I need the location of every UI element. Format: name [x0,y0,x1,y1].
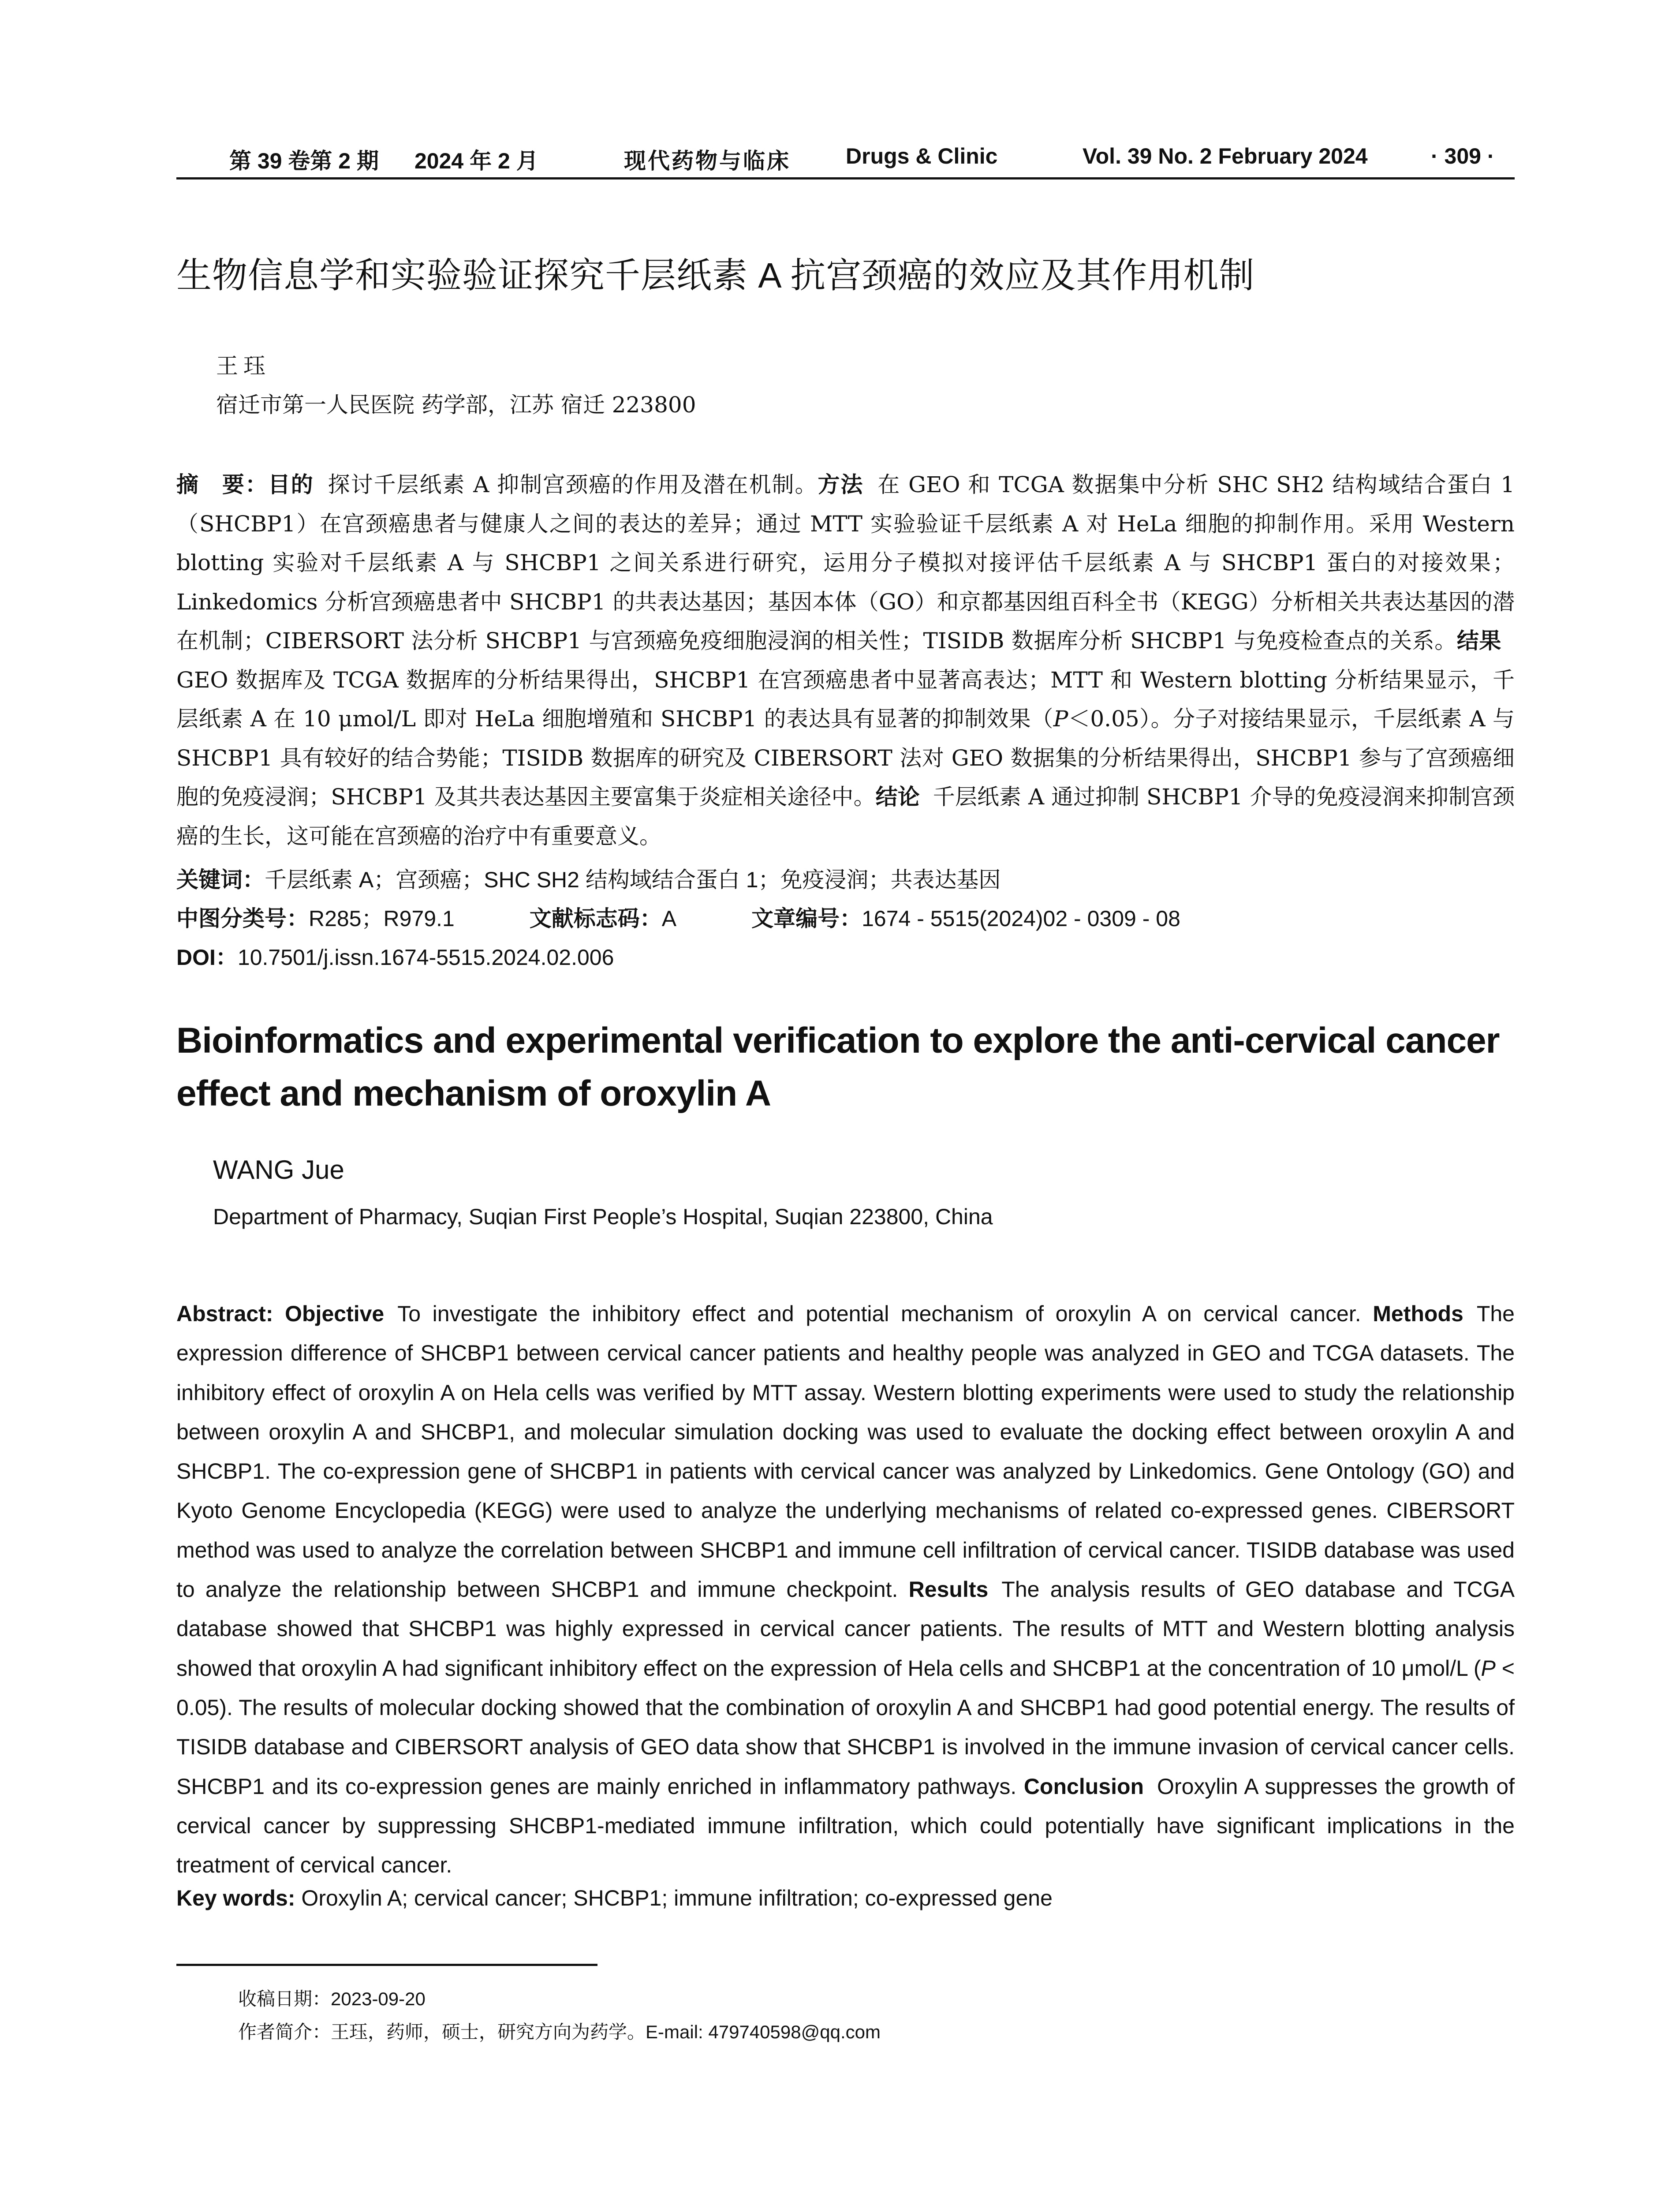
cn-doc-code-label: 文献标志码： [529,906,662,931]
cn-abstract-label: 摘 要： [176,472,268,497]
en-abstract [176,1294,1515,1885]
running-header [0,0,1680,185]
cn-doc-code-value: A [661,906,677,931]
cn-conclusion-text: 千层纸素 A 通过抑制 SHCBP1 介导的免疫浸润来抑制宫颈癌的生长，这可能在宫颈癌的治疗中有重要意义。 [176,784,1515,849]
cn-objective-text: 探讨千层纸素 A 抑制宫颈癌的作用及潜在机制。 [327,472,818,497]
cn-keywords-text: 千层纸素 A；宫颈癌；SHC SH2 结构域结合蛋白 1；免疫浸润；共表达基因 [265,867,1001,892]
cn-keywords [176,862,1001,894]
en-conclusion-label: Conclusion [1023,1774,1144,1799]
footnote-received-label: 收稿日期： [238,1988,331,2009]
en-results-text-2: < 0.05). The results of molecular docking showed that the combination of oroxylin A and SHCBP1 had good potential energy. The results of TISIDB database and CIBERSORT analysis of GEO data show that SHCBP1 is involved in the immune invasion of cervical cancer cells. SHCBP1 and its co-expression genes are mainly enriched in inflammatory pathways. [176,1656,1515,1799]
cn-clc-label: 中图分类号： [176,906,309,931]
cn-doi-label: DOI： [176,945,238,970]
header-date-cn: 2024 年 2 月 [414,149,538,173]
cn-results-p: P [1053,706,1068,732]
cn-doi [176,940,614,972]
en-methods-label: Methods [1373,1301,1463,1326]
cn-abstract [176,465,1515,856]
cn-methods-label: 方法 [818,472,864,497]
en-results-text-1: The analysis results of GEO database and TCGA database showed that SHCBP1 was highly expressed in cervical cancer patients. The results of MTT and Western blotting analysis showed that oroxylin A had significant inhibitory effect on the expression of Hela cells and SHCBP1 at the concentration of 10 μmol/L ( [176,1577,1515,1681]
cn-objective-label: 目的 [268,472,314,497]
footnote-author-text: 王珏，药师，硕士，研究方向为药学。E-mail: 479740598@qq.com [331,2022,881,2042]
footnote-author [238,2018,881,2044]
en-conclusion-text: Oroxylin A suppresses the growth of cervical cancer by suppressing SHCBP1-mediated immune infiltration, which could potentially have significant implications in the treatment of cervical cancer. [176,1774,1515,1878]
cn-conclusion-label: 结论 [875,785,920,809]
footnote-received [238,1984,426,2011]
cn-clc-value: R285；R979.1 [309,906,455,931]
cn-article-no-value: 1674 - 5515(2024)02 - 0309 - 08 [862,906,1180,931]
en-affiliation: Department of Pharmacy, Suqian First People’s Hospital, Suqian 223800, China [213,1204,993,1229]
en-keywords [176,1885,1053,1911]
cn-article-no-label: 文章编号： [751,906,862,931]
header-journal-en: Drugs & Clinic [846,144,998,168]
header-rule [176,177,1515,179]
cn-affiliation: 宿迁市第一人民医院 药学部，江苏 宿迁 223800 [216,392,696,418]
en-results-p: P [1481,1656,1496,1681]
en-objective-label: Objective [285,1301,385,1326]
footnote-author-label: 作者简介： [238,2022,331,2042]
cn-keywords-label: 关键词： [176,867,265,892]
en-keywords-label: Key words: [176,1886,295,1910]
en-objective-text: To investigate the inhibitory effect and potential mechanism of oroxylin A on cervical cancer. [397,1301,1361,1326]
en-title: Bioinformatics and experimental verification to explore the anti-cervical cancer effect and mechanism of oroxylin A [176,1020,1500,1114]
header-issue-en: Vol. 39 No. 2 February 2024 [1083,144,1368,168]
header-journal-cn: 现代药物与临床 [624,148,791,174]
en-author: WANG Jue [213,1155,344,1185]
en-methods-text: The expression difference of SHCBP1 between cervical cancer patients and healthy people was analyzed in GEO and TCGA datasets. The inhibitory effect of oroxylin A on Hela cells was verified by MTT assay. Western blotting experiments were used to study the relationship between oroxylin A and SHCBP1, and molecular simulation docking was used to evaluate the docking effect between oroxylin A and SHCBP1. The co-expression gene of SHCBP1 in patients with cervical cancer was analyzed by Linkedomics. Gene Ontology (GO) and Kyoto Genome Encyclopedia (KEGG) were used to analyze the underlying mechanisms of related co-expressed genes. CIBERSORT method was used to analyze the correlation between SHCBP1 and immune cell infiltration of cervical cancer. TISIDB database was used to analyze the relationship between SHCBP1 and immune checkpoint. [176,1301,1515,1602]
cn-results-text-2: ＜0.05）。分子对接结果显示，千层纸素 A 与 SHCBP1 具有较好的结合势能；TISIDB 数据库的研究及 CIBERSORT 法对 GEO 数据集的分析结果得出，SHCBP1 参与了宫颈癌细胞的免疫浸润；SHCBP1 及其共表达基因主要富集于炎症相关途径中。 [176,706,1515,810]
footnote-rule [176,1964,597,1966]
cn-results-text-1: GEO 数据库及 TCGA 数据库的分析结果得出，SHCBP1 在宫颈癌患者中显著高表达；MTT 和 Western blotting 分析结果显示，千层纸素 A 在 10 μmol/L 即对 HeLa 细胞增殖和 SHCBP1 的表达具有显著的抑制效果（ [176,667,1515,732]
header-issue-cn: 第 39 卷第 2 期 [229,149,379,173]
cn-results-label: 结果 [1456,628,1501,653]
en-keywords-text: Oroxylin A; cervical cancer; SHCBP1; immune infiltration; co-expressed gene [301,1886,1053,1910]
header-page-number: · 309 · [1431,144,1495,168]
en-results-label: Results [908,1577,989,1602]
cn-classification [176,901,1180,933]
cn-title: 生物信息学和实验验证探究千层纸素 A 抗宫颈癌的效应及其作用机制 [176,256,1255,295]
cn-doi-value[interactable]: 10.7501/j.issn.1674-5515.2024.02.006 [237,945,614,970]
footnote-received-date: 2023-09-20 [331,1988,426,2009]
cn-author: 王珏 [216,353,271,379]
cn-methods-text: 在 GEO 和 TCGA 数据集中分析 SHC SH2 结构域结合蛋白 1（SHCBP1）在宫颈癌患者与健康人之间的表达的差异；通过 MTT 实验验证千层纸素 A 对 HeLa 细胞的抑制作用。采用 Western blotting 实验对千层纸素 A 与 SHCBP1 之间关系进行研究，运用分子模拟对接评估千层纸素 A 与 SHCBP1 蛋白的对接效果；Linkedomics 分析宫颈癌患者中 SHCBP1 的共表达基因；基因本体（GO）和京都基因组百科全书（KEGG）分析相关共表达基因的潜在机制；CIBERSORT 法分析 SHCBP1 与宫颈癌免疫细胞浸润的相关性；TISIDB 数据库分析 SHCBP1 与免疫检查点的关系。 [176,472,1515,654]
en-abstract-label: Abstract: [176,1301,273,1326]
